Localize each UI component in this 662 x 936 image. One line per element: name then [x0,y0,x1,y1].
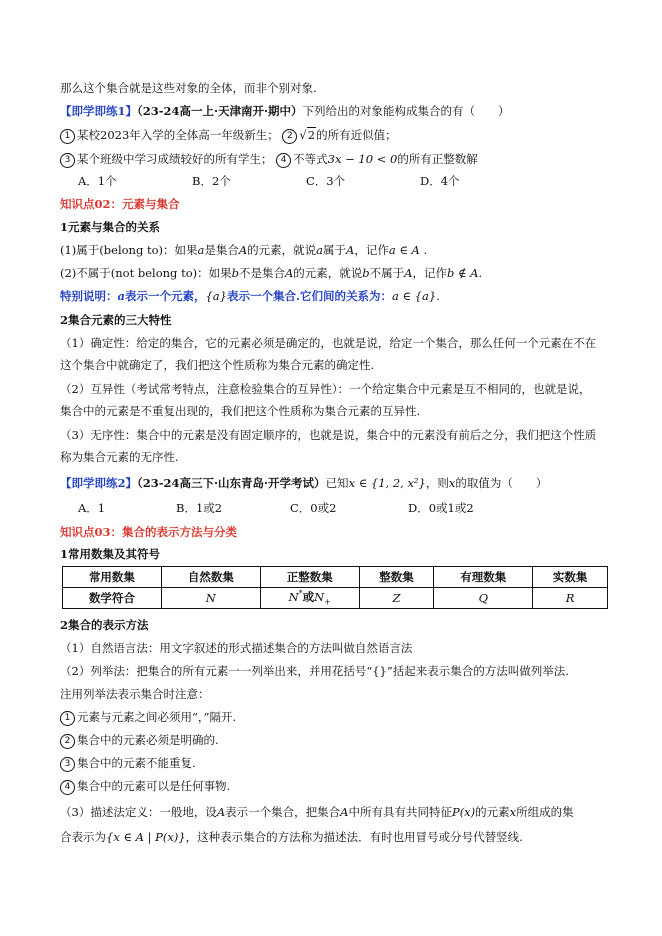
math-var: N [288,590,299,605]
text: 表示一个元素， [124,289,206,303]
math-expression: x ∈ {1, 2, x²} [348,476,426,490]
symbol-natural: N [161,588,260,609]
text: 属于 [323,243,347,257]
circled-number-3: 3 [60,757,75,772]
exercise-source: （23-24高一上·天津南开·期中） [137,104,303,118]
section-heading: 2集合元素的三大特性 [60,313,172,327]
note-item [60,709,236,726]
text: 集合中的元素必须是明确的. [77,733,219,747]
math-var: A [238,243,248,257]
math-expression: {a} [205,289,227,303]
symbol-positive-integer [260,588,359,609]
option-d: D．0或1或2 [408,501,474,515]
math-expression: P(x) [451,805,476,819]
math-var: b [362,266,370,280]
math-var: b [231,266,239,280]
table-header-cell: 整数集 [359,567,434,588]
paragraph-line: 称为集合元素的无序性. [60,450,179,464]
text: (2)不属于(not belong to)：如果 [60,266,232,280]
math-var: A [284,266,294,280]
table-header-row [63,567,608,588]
math-var: x [448,476,456,490]
text: 的元素，就说 [247,243,317,257]
math-expression: a ∈ A [388,243,420,257]
exercise-tag: 【即学即练2】 [60,476,138,490]
exercise-1-items-a [60,127,397,144]
math-expression: a ∈ {a} [391,289,437,303]
paragraph-line: （2）互异性（考试常考特点，注意检验集合的互异性）：一个给定集合中元素是互不相同的，也就是说， [60,382,591,396]
belong-definition [60,242,427,258]
inequality-math: 3x − 10 < 0 [327,152,398,166]
knowledge-point-02-title: 知识点02：元素与集合 [60,197,180,211]
text: . [423,243,428,257]
text: 的取值为（ ） [455,476,548,490]
special-label: 特别说明： [60,289,118,303]
option-a: A．1 [78,501,106,515]
paragraph-line: 集合中的元素是不重复出现的，我们把这个性质称为集合元素的互异性. [60,404,421,418]
option-b: B．2个 [192,174,231,188]
item-text: 的所有近似值； [316,128,397,142]
option-d: D．4个 [420,174,460,188]
symbol-rational: Q [434,588,533,609]
symbol-integer: Z [359,588,434,609]
knowledge-point-03-title: 知识点03：集合的表示方法与分类 [60,525,238,539]
text: . [436,289,440,303]
exercise-question-text: 下列给出的对象能构成集合的有（ ） [302,104,510,118]
intro-line: 那么这个集合就是这些对象的全体，而非个别对象. [60,81,317,95]
section-heading: 2集合的表示方法 [60,618,149,632]
text: 集合中的元素不能重复. [77,756,196,770]
item-text: 某个班级中学习成绩较好的所有学生； [77,152,273,166]
superscript: * [298,589,303,599]
number-sets-table [62,566,608,609]
table-header-cell: 自然数集 [161,567,260,588]
note-item [60,778,230,795]
text: 是集合 [204,243,239,257]
table-row-label: 数学符合 [63,588,162,609]
not-belong-definition [60,265,482,281]
text: （3）描述法定义：一般地，设 [60,805,217,819]
math-var: a [117,289,125,303]
text: ，记作 [354,243,389,257]
note-heading: 注用列举法表示集合时注意： [60,687,210,701]
exercise-tag: 【即学即练1】 [60,104,138,118]
table-header-cell: 正整数集 [260,567,359,588]
math-var: A [216,805,226,819]
text: 元素与元素之间必须用“，”隔开. [77,710,237,724]
option-c: C．0或2 [290,501,337,515]
circled-number-4: 4 [276,153,291,168]
exercise-source: （23-24高三下·山东青岛·开学考试） [137,476,326,490]
sqrt-expression: √2 [299,128,316,142]
exercise-1-question [60,103,510,119]
method-natural-language: （1）自然语言法：用文字叙述的形式描述集合的方法叫做自然语言法 [60,641,413,655]
circled-number-4: 4 [60,780,75,795]
table-header-cell: 常用数集 [63,567,162,588]
text: 中所有具有共同特征 [348,805,452,819]
text: 或 [302,590,315,605]
table-header-cell: 有理数集 [434,567,533,588]
option-b: B．1或2 [176,501,223,515]
text: 已知 [325,476,349,490]
method-description-line1 [60,804,574,820]
option-c: C．3个 [306,174,346,188]
text: . [478,266,483,280]
item-text: 不等式 [293,152,328,166]
math-var: A [340,805,349,819]
text: 所组成的集 [516,805,574,819]
text: 集合中的元素可以是任何事物. [77,779,231,793]
math-var: a [316,243,324,257]
subscript: + [324,597,331,607]
text: 合表示为 [60,830,106,844]
method-enumeration: （2）列举法：把集合的所有元素一一列举出来，并用花括号“{}”括起来表示集合的方法叫做列举法. [60,664,569,678]
circled-number-3: 3 [60,153,75,168]
text: 表示一个集合，把集合 [225,805,341,819]
math-var: x [509,805,517,819]
text: ，记作 [412,266,447,280]
text: 的元素 [475,805,510,819]
text: (1)属于(belong to)：如果 [60,243,198,257]
section-heading: 1元素与集合的关系 [60,220,161,234]
circled-number-2: 2 [60,734,75,749]
paragraph-line: 这个集合中就确定了，我们把这个性质称为集合元素的确定性. [60,358,375,372]
text: 不是集合 [238,266,285,280]
paragraph-line: （3）无序性：集合中的元素是没有固定顺序的，也就是说，集合中的元素没有前后之分，我们把这个性质 [60,428,597,442]
math-expression: {x ∈ A | P(x)} [106,830,186,844]
note-item [60,755,196,772]
text: 不属于 [369,266,405,280]
exercise-2-question [60,475,547,491]
table-header-cell: 实数集 [533,567,608,588]
math-expression: b ∉ A [446,266,479,280]
symbol-real: R [533,588,608,609]
section-heading: 1常用数集及其符号 [60,547,161,561]
math-var: A [404,266,413,280]
table-row [63,588,608,609]
circled-number-2: 2 [282,129,297,144]
math-var: N [314,590,325,605]
note-item [60,732,219,749]
text: 表示一个集合.它们间的关系为： [226,289,392,303]
text: ，这种表示集合的方法称为描述法．有时也用冒号或分号代替竖线. [185,830,523,844]
sqrt-radicand: 2 [307,128,316,142]
item-text: 的所有正整数解 [397,152,478,166]
paragraph-line: （1）确定性：给定的集合，它的元素必须是确定的，也就是说，给定一个集合，那么任何一个元素在不在 [60,336,597,350]
text: 的元素，就说 [293,266,363,280]
method-description-line2 [60,829,523,845]
circled-number-1: 1 [60,129,75,144]
math-var: A [346,243,355,257]
math-var: a [197,243,205,257]
item-text: 某校2023年入学的全体高一年级新生； [77,128,279,142]
option-a: A．1个 [78,174,117,188]
circled-number-1: 1 [60,711,75,726]
special-note [60,288,440,304]
exercise-1-items-b [60,151,478,168]
text: ，则 [425,476,449,490]
